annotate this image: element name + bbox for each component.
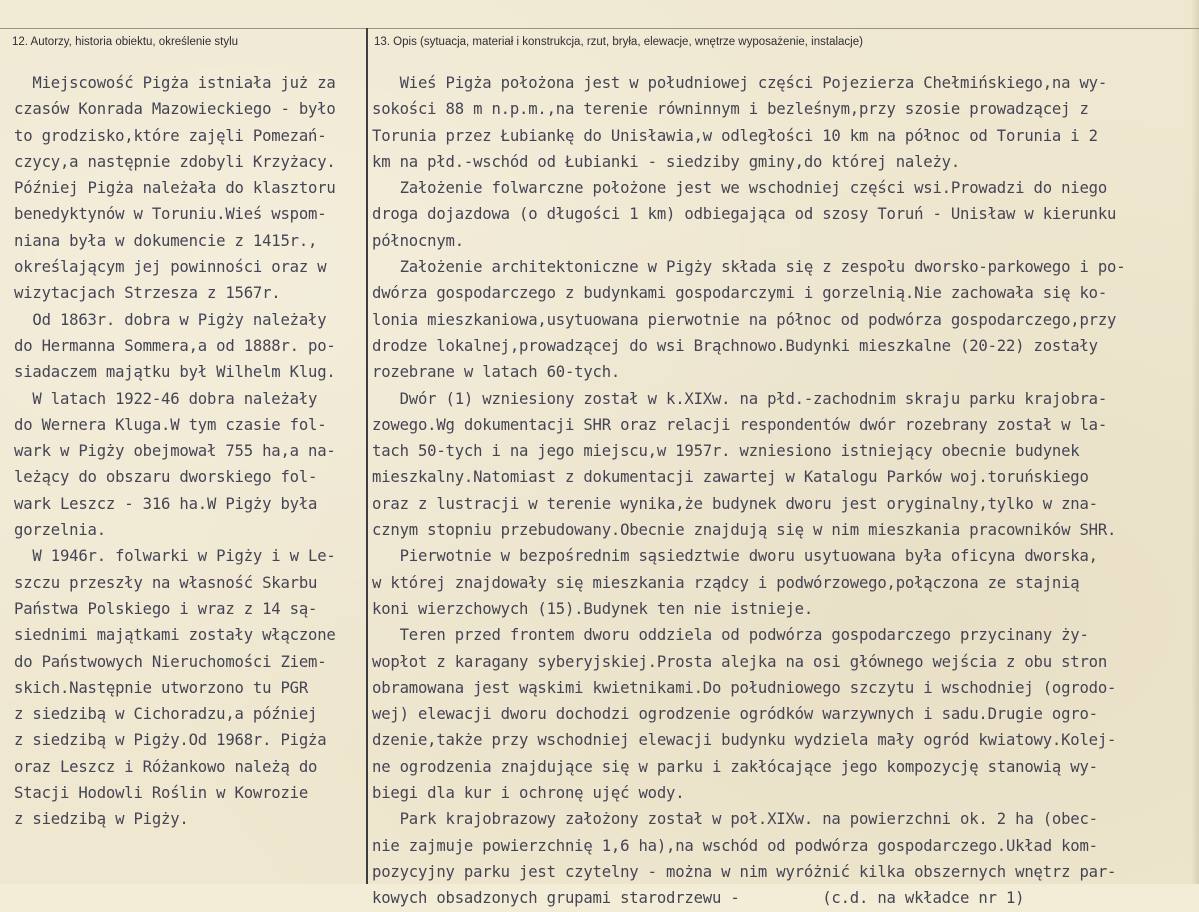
text-line: benedyktynów w Toruniu.Wieś wspom- <box>14 205 327 224</box>
text-line: droga dojazdowa (o długości 1 km) odbiegająca od szosy Toruń - Unisław w kierunku <box>372 205 1117 224</box>
text-line: oraz Leszcz i Różankowo należą do <box>14 757 318 776</box>
text-line: północnym. <box>372 231 464 250</box>
text-line: szczu przeszły na własność Skarbu <box>14 573 318 592</box>
text-line: siadaczem majątku był Wilhelm Klug. <box>14 363 336 382</box>
top-rule <box>0 28 1199 29</box>
text-line: Teren przed frontem dworu oddziela od podwórza gospodarczego przycinany ży- <box>372 626 1089 645</box>
text-line: mieszkalny.Natomiast z dokumentacji zawartej w Katalogu Parków woj.toruńskiego <box>372 468 1089 487</box>
text-line: oraz z lustracji w terenie wynika,że budynek dworu jest oryginalny,tylko w zna- <box>372 494 1098 513</box>
text-line: Założenie architektoniczne w Pigży składa się z zespołu dworsko-parkowego i po- <box>372 258 1126 277</box>
text-line: Państwa Polskiego i wraz z 14 są- <box>14 599 318 618</box>
column-divider <box>366 28 368 884</box>
text-line: lonia mieszkaniowa,usytuowana pierwotnie na północ od podwórza gospodarczego,przy <box>372 310 1117 329</box>
text-line: dwórza gospodarczego z budynkami gospodarczymi i gorzelnią.Nie zachowała się ko- <box>372 284 1108 303</box>
text-line: Dwór (1) wzniesiony został w k.XIXw. na płd.-zachodnim skraju parku krajobra- <box>372 389 1108 408</box>
text-line: ne ogrodzenia znajdujące się w parku i zakłócające jego kompozycję stanowią wy- <box>372 757 1098 776</box>
text-line: Torunia przez Łubiankę do Unisławia,w odległości 10 km na północ od Torunia i 2 <box>372 126 1098 145</box>
right-column-text <box>372 70 1125 912</box>
text-line: wizytacjach Strzesza z 1567r. <box>14 284 281 303</box>
text-line: określającym jej powinności oraz w <box>14 258 327 277</box>
text-line: cznym stopniu przebudowany.Obecnie znajdują się w nim mieszkania pracowników SHR. <box>372 521 1117 540</box>
text-line: Od 1863r. dobra w Pigży należały <box>14 310 327 329</box>
page-edge-shade <box>1191 0 1199 884</box>
text-line: leżący do obszaru dworskiego fol- <box>14 468 318 487</box>
text-line: tach 50-tych i na jego miejscu,w 1957r. wzniesiono istniejący obecnie budynek <box>372 442 1080 461</box>
text-line: sokości 88 m n.p.m.,na terenie równinnym i bezleśnym,przy szosie prowadzącej z <box>372 100 1089 119</box>
text-line: wark w Pigży obejmował 755 ha,a na- <box>14 442 336 461</box>
text-line: do Państwowych Nieruchomości Ziem- <box>14 652 327 671</box>
text-line: gorzelnia. <box>14 521 106 540</box>
left-column-heading: 12. Autorzy, historia obiektu, określenie stylu <box>12 36 239 48</box>
text-line: koni wierzchowych (15).Budynek ten nie istnieje. <box>372 599 814 618</box>
text-line: z siedzibą w Pigży.Od 1968r. Pigża <box>14 731 327 750</box>
text-line: do Wernera Kluga.W tym czasie fol- <box>14 415 327 434</box>
text-line: rozebrane w latach 60-tych. <box>372 363 621 382</box>
text-line: kowych obsadzonych grupami starodrzewu - (c.d. na wkładce nr 1) <box>372 889 1025 908</box>
text-line: pozycyjny parku jest czytelny - można w nim wyróżnić kilka obszernych wnętrz par- <box>372 862 1117 881</box>
text-line: km na płd.-wschód od Łubianki - siedziby gminy,do której należy. <box>372 152 961 171</box>
text-line: siednimi majątkami zostały włączone <box>14 626 336 645</box>
text-line: Wieś Pigża położona jest w południowej części Pojezierza Chełmińskiego,na wy- <box>372 74 1108 92</box>
text-line: czasów Konrada Mazowieckiego - było <box>14 100 336 119</box>
text-line: wark Leszcz - 316 ha.W Pigży była <box>14 494 318 513</box>
text-line: drodze lokalnej,prowadzącej do wsi Brąchnowo.Budynki mieszkalne (20-22) zostały <box>372 336 1098 355</box>
text-line: obramowana jest wąskimi kwietnikami.Do południowego szczytu i wschodniej (ogrodo- <box>372 678 1117 697</box>
text-line: dzenie,także przy wschodniej elewacji budynku wydziela mały ogród kwiatowy.Kolej- <box>372 731 1117 750</box>
text-line: niana była w dokumencie z 1415r., <box>14 231 318 250</box>
text-line: Pierwotnie w bezpośrednim sąsiedztwie dworu usytuowana była oficyna dworska, <box>372 547 1098 566</box>
left-column-text <box>14 70 336 833</box>
text-line: zowego.Wg dokumentacji SHR oraz relacji respondentów dwór rozebrany został w la- <box>372 415 1108 434</box>
text-line: Miejscowość Pigża istniała już za <box>14 74 336 92</box>
text-line: W latach 1922-46 dobra należały <box>14 389 318 408</box>
text-line: skich.Następnie utworzono tu PGR <box>14 678 309 697</box>
text-line: z siedzibą w Cichoradzu,a później <box>14 705 318 724</box>
text-line: czycy,a następnie zdobyli Krzyżacy. <box>14 152 336 171</box>
text-line: Później Pigża należała do klasztoru <box>14 179 336 198</box>
text-line: biegi dla kur i ochronę ujęć wody. <box>372 784 685 803</box>
text-line: w której znajdowały się mieszkania rządcy i podwórzowego,połączona ze stajnią <box>372 573 1080 592</box>
text-line: Stacji Hodowli Roślin w Kowrozie <box>14 784 309 803</box>
text-line: do Hermanna Sommera,a od 1888r. po- <box>14 336 336 355</box>
text-line: to grodzisko,które zajęli Pomezań- <box>14 126 327 145</box>
text-line: z siedzibą w Pigży. <box>14 810 189 829</box>
text-line: Park krajobrazowy założony został w poł.XIXw. na powierzchni ok. 2 ha (obec- <box>372 810 1098 829</box>
text-line: Założenie folwarczne położone jest we wschodniej części wsi.Prowadzi do niego <box>372 179 1108 198</box>
text-line: wej) elewacji dworu dochodzi ogrodzenie ogródków warzywnych i sadu.Drugie ogro- <box>372 705 1098 724</box>
text-line: wopłot z karagany syberyjskiej.Prosta alejka na osi głównego wejścia z obu stron <box>372 652 1108 671</box>
right-column-heading: 13. Opis (sytuacja, materiał i konstrukcja, rzut, bryła, elewacje, wnętrze wyposażenie, instalacje) <box>374 36 863 48</box>
text-line: W 1946r. folwarki w Pigży i w Le- <box>14 547 336 566</box>
text-line: nie zajmuje powierzchnię 1,6 ha),na wschód od podwórza gospodarczego.Układ kom- <box>372 836 1098 855</box>
